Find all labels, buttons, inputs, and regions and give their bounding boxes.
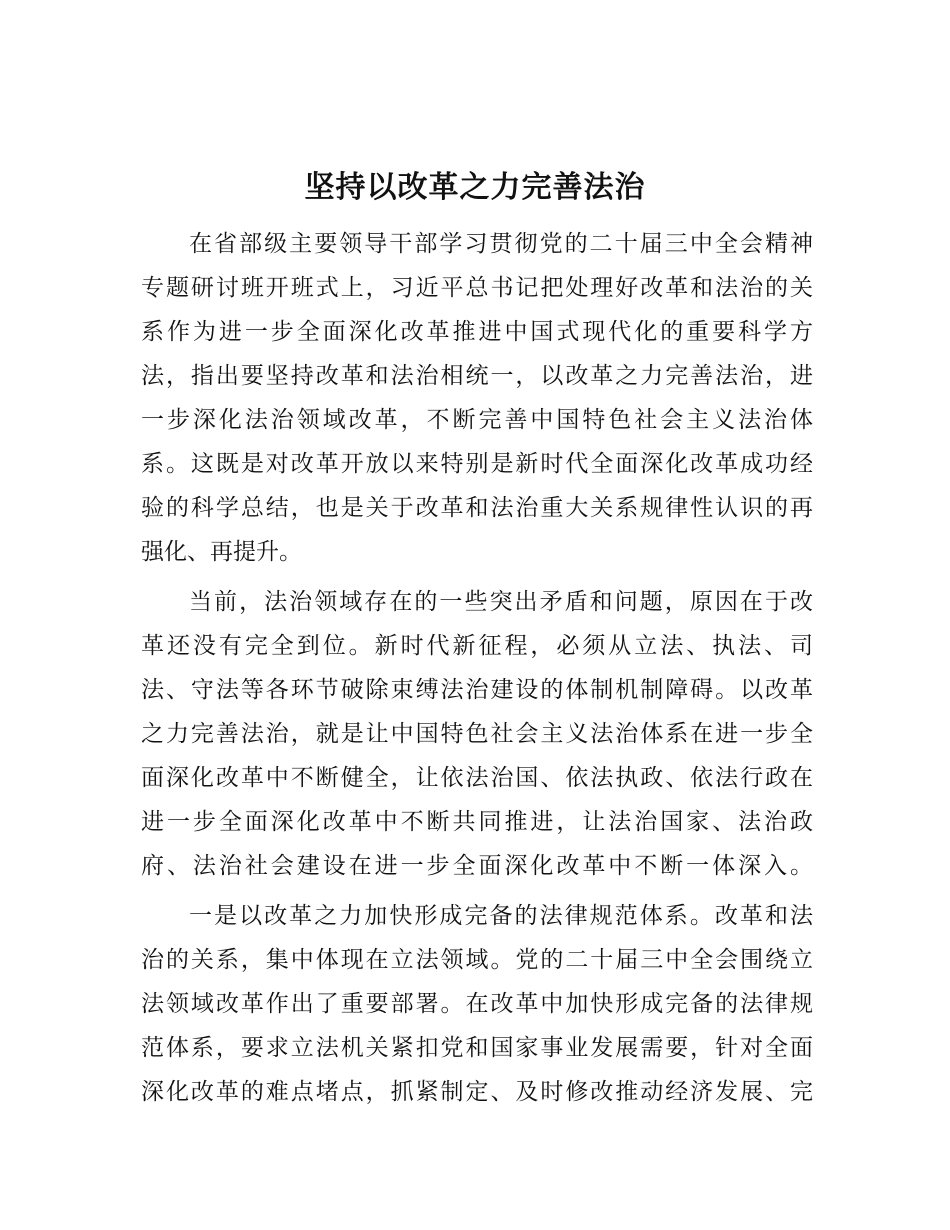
text-line: 当前，法治领域存在的一些突出矛盾和问题，原因在于改 [189, 589, 813, 615]
text-line: 治的关系，集中体现在立法领域。党的二十届三中全会围绕立 [141, 947, 813, 973]
text-line: 专题研讨班开班式上，习近平总书记把处理好改革和法治的关 [141, 275, 813, 301]
text-line: 一步深化法治领域改革，不断完善中国特色社会主义法治体 [141, 407, 813, 433]
text-line: 强化、再提升。 [141, 539, 302, 565]
text-line: 法、守法等各环节破除束缚法治建设的体制机制障碍。以改革 [141, 677, 813, 703]
text-line: 革还没有完全到位。新时代新征程，必须从立法、执法、司 [141, 633, 813, 659]
paragraph-1 [141, 222, 813, 574]
text-line: 面深化改革中不断健全，让依法治国、依法执政、依法行政在 [141, 765, 813, 791]
text-line: 法领域改革作出了重要部署。在改革中加快形成完备的法律规 [141, 991, 813, 1017]
text-line: 在省部级主要领导干部学习贯彻党的二十届三中全会精神 [189, 231, 813, 257]
text-line: 进一步全面深化改革中不断共同推进，让法治国家、法治政 [141, 809, 813, 835]
text-line: 系。这既是对改革开放以来特别是新时代全面深化改革成功经 [141, 451, 813, 477]
text-line: 之力完善法治，就是让中国特色社会主义法治体系在进一步全 [141, 721, 813, 747]
text-line: 府、法治社会建设在进一步全面深化改革中不断一体深入。 [141, 853, 813, 879]
text-line: 范体系，要求立法机关紧扣党和国家事业发展需要，针对全面 [141, 1035, 813, 1061]
text-line: 验的科学总结，也是关于改革和法治重大关系规律性认识的再 [141, 495, 813, 521]
text-line: 深化改革的难点堵点，抓紧制定、及时修改推动经济发展、完 [141, 1079, 813, 1105]
text-line: 系作为进一步全面深化改革推进中国式现代化的重要科学方 [141, 319, 813, 345]
paragraph-3 [141, 894, 813, 1114]
paragraph-2 [141, 580, 813, 888]
document-body [141, 222, 813, 1120]
text-line: 一是以改革之力加快形成完备的法律规范体系。改革和法 [189, 903, 813, 929]
document-title: 坚持以改革之力完善法治 [304, 170, 646, 205]
text-line: 法，指出要坚持改革和法治相统一，以改革之力完善法治，进 [141, 363, 813, 389]
